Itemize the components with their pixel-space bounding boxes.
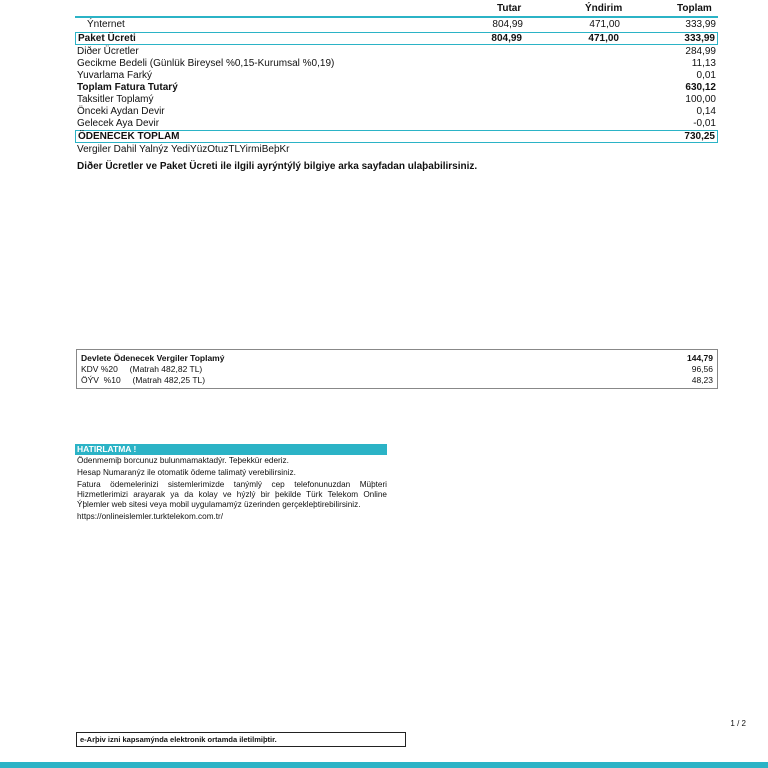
row-toplam: 0,14 <box>696 106 716 117</box>
amount-in-words: Vergiler Dahil Yalnýz YediYüzOtuzTLYirmiBeþKr <box>77 144 290 155</box>
tax-total-value: 144,79 <box>687 353 713 363</box>
row-label: Diðer Ücretler <box>77 46 139 57</box>
tax-summary-box <box>76 349 718 389</box>
table-row-gecikme-bedeli <box>75 58 718 69</box>
table-row-onceki-aydan-devir <box>75 106 718 117</box>
e-archive-footer-note: e-Arþiv izni kapsamýnda elektronik ortamda iletilmiþtir. <box>76 732 406 747</box>
table-row-odenecek-toplam <box>75 130 718 143</box>
bottom-accent-bar <box>0 762 768 768</box>
reminder-line-2: Hesap Numaranýz ile otomatik ödeme talimatý verebilirsiniz. <box>77 468 296 477</box>
row-toplam: -0,01 <box>693 118 716 129</box>
table-row-toplam-fatura-tutari <box>75 82 718 93</box>
oiv-value: 48,23 <box>691 375 713 385</box>
column-header-tutar: Tutar <box>497 3 522 14</box>
row-label: Gecikme Bedeli (Günlük Bireysel %0,15-Kurumsal %0,19) <box>77 58 335 69</box>
row-toplam: 333,99 <box>685 19 716 30</box>
column-header-indirim: Ýndirim <box>585 3 623 14</box>
table-row-yuvarlama-farki <box>75 70 718 81</box>
row-label: Paket Ücreti <box>78 33 136 44</box>
reminder-url-link[interactable]: https://onlineislemler.turktelekom.com.tr/ <box>77 512 224 521</box>
row-toplam: 0,01 <box>696 70 716 81</box>
table-top-rule <box>75 16 718 18</box>
row-indirim: 471,00 <box>589 19 620 30</box>
table-row-internet <box>75 19 718 30</box>
reminder-line-1: Ödenmemiþ borcunuz bulunmamaktadýr. Teþekkür ederiz. <box>77 456 289 465</box>
reminder-paragraph: Fatura ödemelerinizi sistemlerimizde tanýmlý cep telefonunuzdan Müþteri Hizmetlerimizi arayarak ya da kolay ve hýzlý bir þekilde Türk Telekom Online Ýþlemler web sitesi veya mobil uygulamamýz üzerinden gerçekleþtirebilirsiniz. <box>77 480 387 509</box>
row-toplam: 630,12 <box>685 82 716 93</box>
table-row-taksitler-toplami <box>75 94 718 105</box>
column-header-toplam: Toplam <box>677 3 712 14</box>
kdv-value: 96,56 <box>691 364 713 374</box>
kdv-label: KDV %20 (Matrah 482,82 TL) <box>81 364 203 374</box>
row-label: Toplam Fatura Tutarý <box>77 82 178 93</box>
details-info-note: Diðer Ücretler ve Paket Ücreti ile ilgili ayrýntýlý bilgiye arka sayfadan ulaþabilirsiniz. <box>77 161 478 172</box>
row-label: Ýnternet <box>87 19 125 30</box>
row-indirim: 471,00 <box>588 33 619 44</box>
row-tutar: 804,99 <box>491 33 522 44</box>
reminder-title: HATIRLATMA ! <box>75 444 387 455</box>
table-row-gelecek-aya-devir <box>75 118 718 129</box>
row-toplam: 284,99 <box>685 46 716 57</box>
row-toplam: 100,00 <box>685 94 716 105</box>
kdv-row <box>81 364 713 375</box>
row-label: ÖDENECEK TOPLAM <box>78 131 180 142</box>
tax-total-label: Devlete Ödenecek Vergiler Toplamý <box>81 353 225 363</box>
row-label: Taksitler Toplamý <box>77 94 154 105</box>
row-label: Önceki Aydan Devir <box>77 106 165 117</box>
page-number: 1 / 2 <box>730 719 746 728</box>
row-label: Yuvarlama Farký <box>77 70 153 81</box>
oiv-label: ÖÝV %10 (Matrah 482,25 TL) <box>81 375 206 385</box>
row-label: Gelecek Aya Devir <box>77 118 160 129</box>
table-row-diger-ucretler <box>75 46 718 57</box>
row-toplam: 11,13 <box>691 58 716 69</box>
oiv-row <box>81 375 713 386</box>
tax-total-row <box>81 353 713 364</box>
row-tutar: 804,99 <box>492 19 523 30</box>
row-toplam: 730,25 <box>684 131 715 142</box>
row-toplam: 333,99 <box>684 33 715 44</box>
table-row-paket-ucreti <box>75 32 718 45</box>
